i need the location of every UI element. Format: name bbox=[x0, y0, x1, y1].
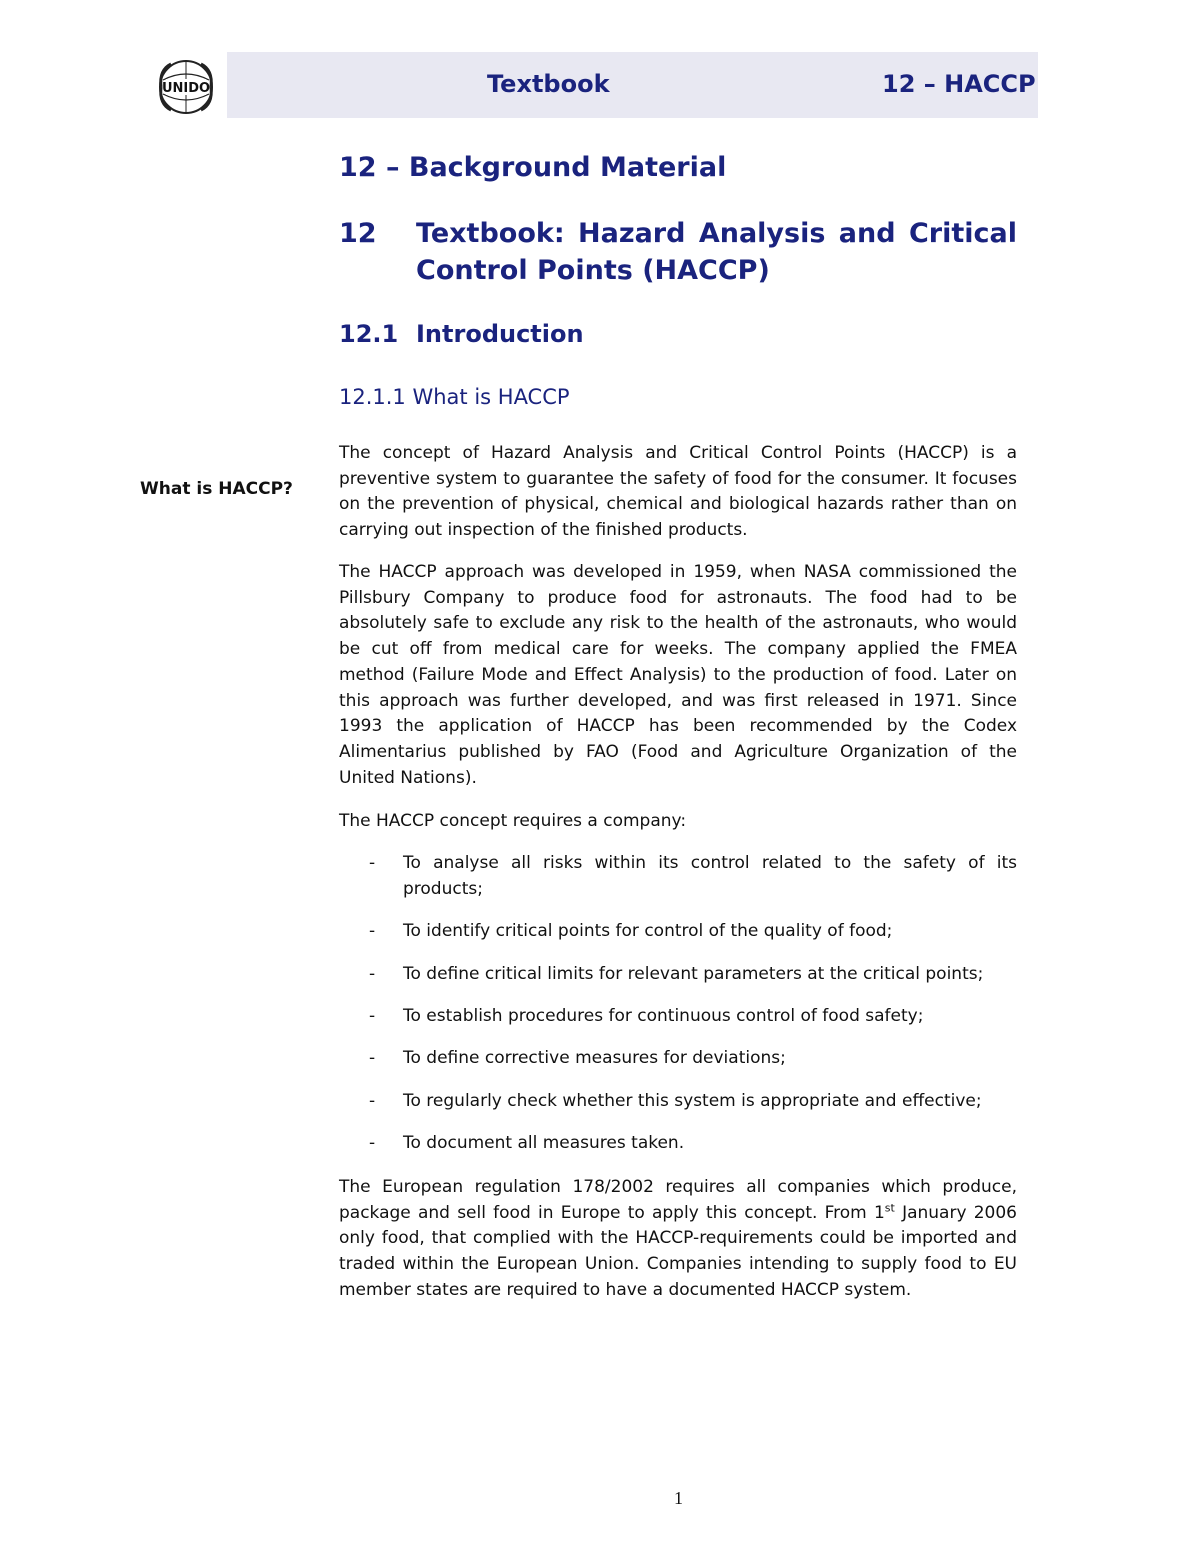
subsection-heading: 12.1.1 What is HACCP bbox=[339, 385, 570, 409]
background-heading: 12 – Background Material bbox=[339, 152, 727, 183]
paragraph-requirements-intro: The HACCP concept requires a company: bbox=[339, 811, 687, 831]
chapter-title: Textbook: Hazard Analysis and Critical Control Points (HACCP) bbox=[416, 218, 1017, 286]
section-number: 12.1 bbox=[339, 320, 399, 348]
chapter-number: 12 bbox=[339, 218, 377, 249]
paragraph-eu-regulation: The European regulation 178/2002 requires all companies which produce, package and sell food in Europe to apply this concept. From 1st January 2006 only food, that complied with the HACCP-requirements could be imported and traded within the European Union. Companies intending to supply food to EU member states are required to have a documented HACCP system. bbox=[339, 1177, 1017, 1300]
page-number: 1 bbox=[674, 1488, 683, 1508]
paragraph-concept: The concept of Hazard Analysis and Critical Control Points (HACCP) is a preventive system to guarantee the safety of food for the consumer. It focuses on the prevention of physical, chemical and biological hazards rather than on carrying out inspection of the finished products. bbox=[339, 443, 1017, 541]
section-title: Introduction bbox=[416, 320, 584, 348]
paragraph-history: The HACCP approach was developed in 1959, when NASA commissioned the Pillsbury Company to produce food for astronauts. The food had to be absolutely safe to exclude any risk to the health of the astronauts, who would be cut off from medical care for weeks. The company applied the FMEA method (Failure Mode and Effect Analysis) to the production of food. Later on this approach was further developed, and was first released in 1971. Since 1993 the application of HACCP has been recommended by the Codex Alimentarius published by FAO (Food and Agriculture Organization of the United Nations). bbox=[339, 562, 1017, 788]
svg-text:UNIDO: UNIDO bbox=[161, 81, 211, 96]
margin-note: What is HACCP? bbox=[140, 479, 293, 499]
header-textbook-label: Textbook bbox=[487, 70, 610, 98]
header-chapter-label: 12 – HACCP bbox=[882, 70, 1036, 98]
unido-logo bbox=[157, 58, 215, 116]
